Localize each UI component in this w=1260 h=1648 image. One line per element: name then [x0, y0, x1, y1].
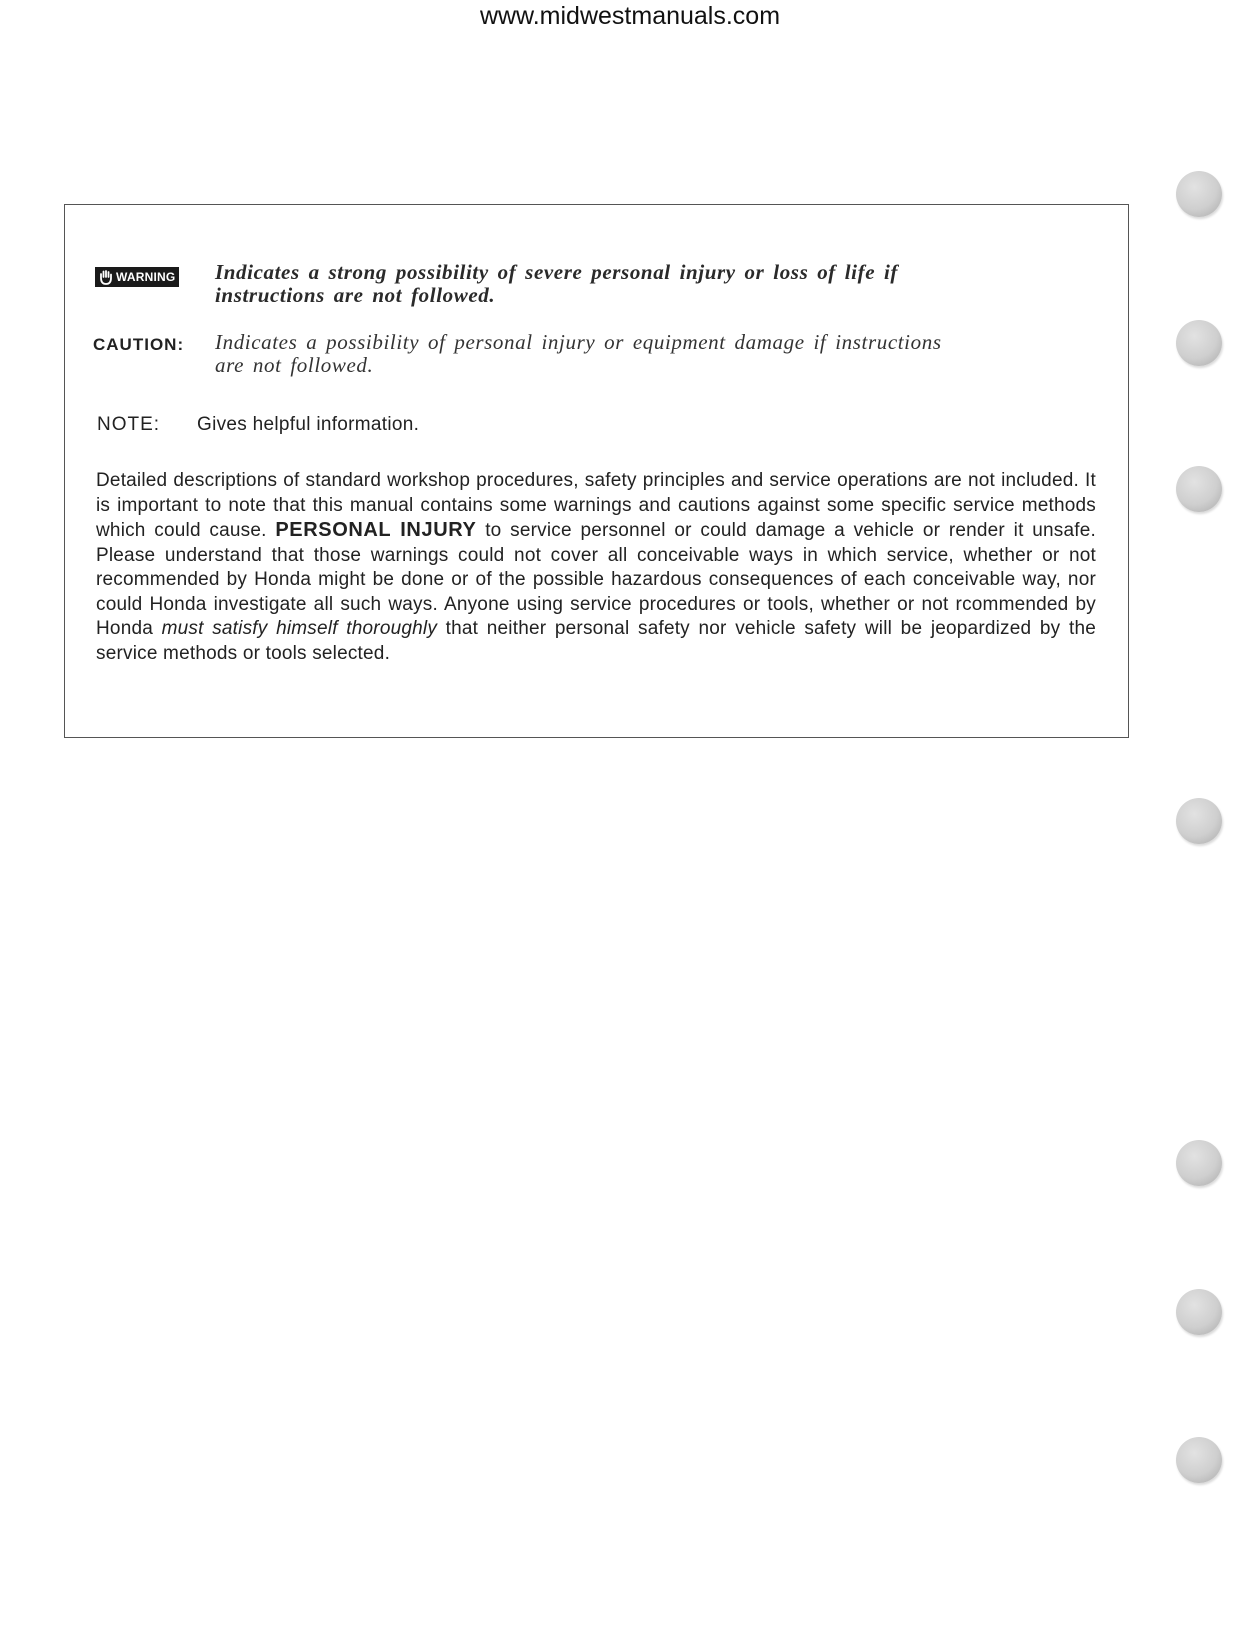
binder-hole-icon: [1176, 1289, 1222, 1335]
binder-hole-icon: [1176, 466, 1222, 512]
paragraph-part-1: Detailed descriptions of standard workshop procedures, safety principles and service operations are not included. It is important to note that this manual contains some warnings and cautions against some specific service methods which could cause.: [96, 470, 1096, 541]
hand-icon: [99, 269, 113, 285]
warning-badge-label: WARNING: [116, 270, 176, 284]
note-label: NOTE:: [97, 414, 161, 435]
paragraph-italic-emphasis: must satisfy himself thoroughly: [161, 618, 438, 639]
note-description: Gives helpful information.: [197, 414, 420, 435]
caution-description: Indicates a possibility of personal injury or equipment damage if instructions are not followed.: [215, 330, 942, 377]
safety-paragraph: [96, 469, 1096, 666]
paragraph-part-3: that neither personal safety nor vehicle safety will be jeopardized by the service methods or tools selected.: [96, 618, 1096, 664]
caution-label: CAUTION:: [93, 335, 185, 354]
warning-description: Indicates a strong possibility of severe personal injury or loss of life if instructions are not followed.: [215, 260, 899, 307]
binder-hole-icon: [1176, 171, 1222, 217]
binder-hole-icon: [1176, 798, 1222, 844]
binder-hole-icon: [1176, 1437, 1222, 1483]
warning-badge: [95, 267, 179, 287]
binder-hole-icon: [1176, 1140, 1222, 1186]
notice-box: [64, 204, 1129, 738]
paragraph-bold-emphasis: PERSONAL INJURY: [275, 519, 477, 541]
binder-hole-icon: [1176, 320, 1222, 366]
site-url[interactable]: www.midwestmanuals.com: [479, 2, 781, 30]
paragraph-part-2: to service personnel or could damage a vehicle or render it unsafe. Please understand that those warnings could not cover all conceivable ways in which service, whether or not recommended by Honda might be done or of the possible hazardous consequences of each conceivable way, nor could Honda investigate all such ways. Anyone using service procedures or tools, whether or not rcommended by Honda: [96, 520, 1097, 639]
